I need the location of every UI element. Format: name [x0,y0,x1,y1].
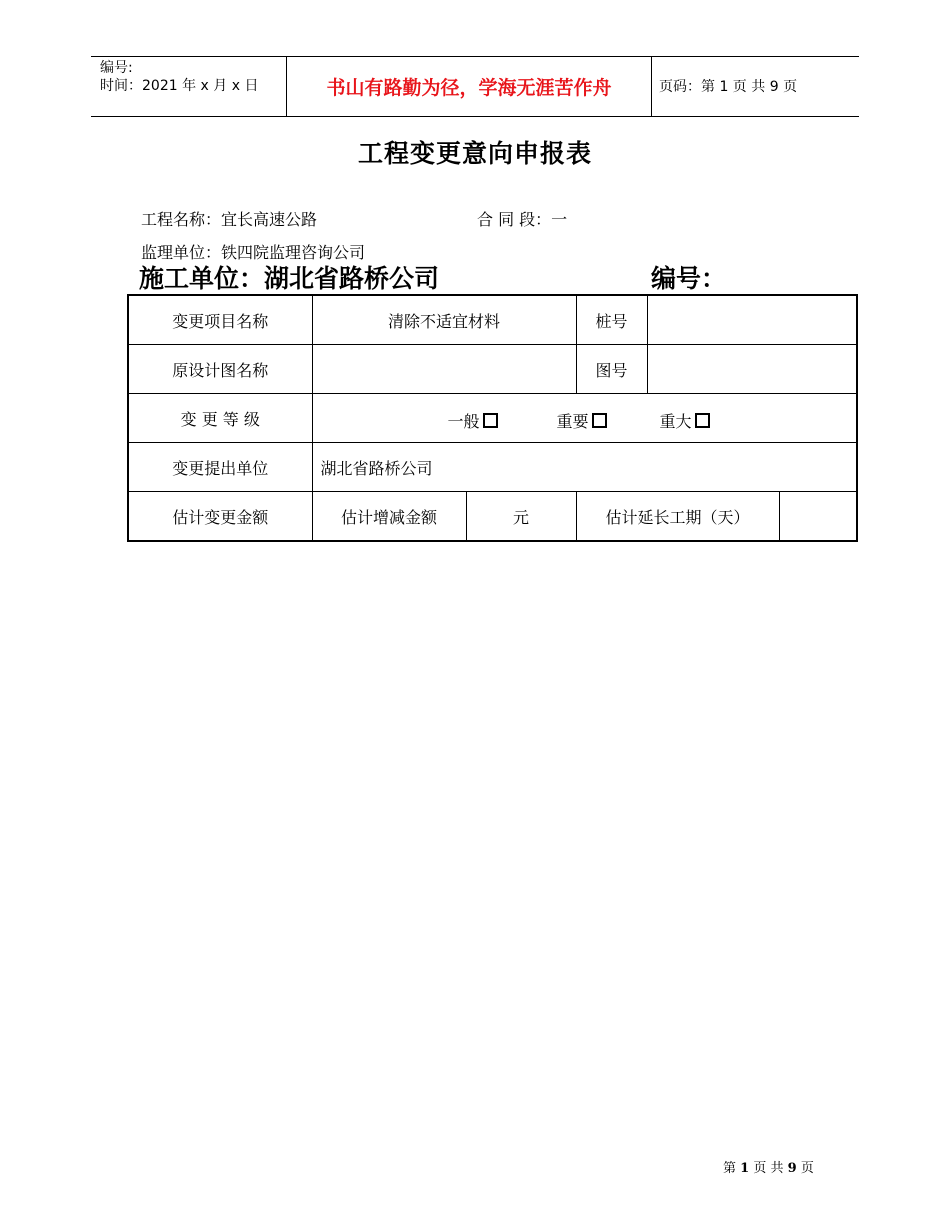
table-row [128,295,857,345]
project-name: 工程名称：宜长高速公路 [141,210,318,229]
level-option-label: 重要 [556,412,589,431]
number-label: 编号: [100,60,133,76]
level-option-general[interactable] [448,409,498,432]
design-drawing-value[interactable] [312,345,576,394]
motto: 书山有路勤为径，学海无涯苦作舟 [287,57,652,116]
level-option-major[interactable] [660,409,710,432]
page-info: 页码：第 1 页 共 9 页 [659,79,798,95]
footer-total-pages: 9 [787,1161,797,1176]
footer-page-number: 1 [740,1161,750,1176]
change-level-options [312,394,857,443]
checkbox-icon[interactable] [695,413,710,428]
change-form-table [127,294,858,542]
table-row [128,394,857,443]
change-item-value[interactable]: 清除不适宜材料 [312,295,576,345]
proposer-label: 变更提出单位 [128,443,312,492]
table-row [128,345,857,394]
extension-value[interactable] [779,492,857,542]
checkbox-icon[interactable] [592,413,607,428]
estimated-amount-label: 估计变更金额 [128,492,312,542]
change-level-label: 变 更 等 级 [128,394,312,443]
footer-middle: 页 共 [753,1161,784,1176]
table-row [128,443,857,492]
table-row [128,492,857,542]
page-footer [723,1157,814,1176]
level-option-label: 一般 [447,412,480,431]
time-label: 时间：2021 年 x 月 x 日 [100,78,259,94]
contractor-unit: 施工单位：湖北省路桥公司 [139,264,440,293]
supervisor-unit: 监理单位：铁四院监理咨询公司 [141,243,366,262]
currency-unit[interactable]: 元 [466,492,576,542]
level-option-important[interactable] [557,409,607,432]
design-drawing-label: 原设计图名称 [128,345,312,394]
header-meta [91,57,287,116]
pile-value[interactable] [647,295,857,345]
contract-section: 合 同 段：一 [477,210,568,229]
footer-prefix: 第 [723,1161,737,1176]
drawing-number-value[interactable] [647,345,857,394]
serial-label: 编号： [651,264,727,293]
document-header [91,56,859,117]
footer-suffix: 页 [800,1161,814,1176]
form-title: 工程变更意向申报表 [357,139,592,168]
proposer-value[interactable]: 湖北省路桥公司 [312,443,857,492]
amount-change-label: 估计增减金额 [312,492,466,542]
level-option-label: 重大 [659,412,692,431]
drawing-number-label: 图号 [576,345,647,394]
change-item-label: 变更项目名称 [128,295,312,345]
checkbox-icon[interactable] [483,413,498,428]
extension-label: 估计延长工期（天） [576,492,779,542]
pile-label: 桩号 [576,295,647,345]
